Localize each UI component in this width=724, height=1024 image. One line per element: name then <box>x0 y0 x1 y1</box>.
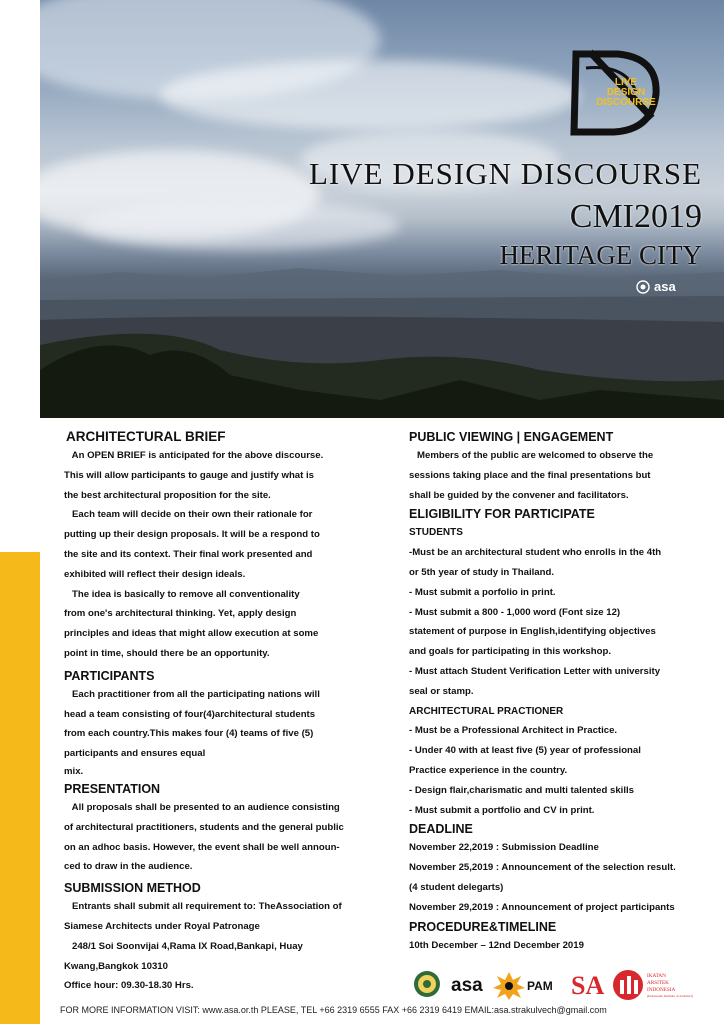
text-line: Each practitioner from all the participating nations will <box>64 688 320 700</box>
pam-logo <box>493 972 553 1000</box>
text-line: November 29,2019 : Announcement of project participants <box>409 901 675 913</box>
text-line: (4 student delegarts) <box>409 881 504 893</box>
event-title: LIVE DESIGN DISCOURSE <box>309 156 702 191</box>
event-theme: HERITAGE CITY <box>499 240 702 270</box>
brief-heading: ARCHITECTURAL BRIEF <box>66 429 226 444</box>
text-line: - Must submit a porfolio in print. <box>409 586 556 598</box>
seal-icon <box>636 280 650 294</box>
asa-mini-logo: asa <box>654 279 676 294</box>
text-line: on an adhoc basis. However, the event shall be well announ- <box>64 841 340 853</box>
public-viewing-heading: PUBLIC VIEWING | ENGAGEMENT <box>409 430 614 444</box>
procedure-text <box>409 936 709 956</box>
text-line: November 25,2019 : Announcement of the selection result. <box>409 862 676 874</box>
participants-text <box>64 685 388 780</box>
text-line: This will allow participants to gauge and justify what is <box>64 469 315 481</box>
sponsor-logos <box>413 966 713 1002</box>
students-subheading: STUDENTS <box>409 527 463 539</box>
asa-logo: asa <box>451 975 483 996</box>
iai-line1: IKATAN <box>647 973 666 979</box>
text-line: 248/1 Soi Soonvijai 4,Rama IX Road,Bankapi, Huay <box>64 940 303 952</box>
deadline-text <box>409 838 709 917</box>
text-line: from one's architectural thinking. Yet, apply design <box>64 608 297 620</box>
event-subtitle: CMI2019 <box>569 198 702 235</box>
asa-seal-logo <box>414 971 440 997</box>
eligibility-heading: ELIGIBILITY FOR PARTICIPATE <box>409 507 595 522</box>
text-line: shall be guided by the convener and facilitators. <box>409 489 629 501</box>
text-line: - Must be a Professional Architect in Practice. <box>409 725 618 737</box>
text-line: from each country.This makes four (4) teams of five (5) <box>64 728 314 740</box>
text-line: November 22,2019 : Submission Deadline <box>409 842 599 854</box>
text-line: The idea is basically to remove all conventionality <box>64 588 300 600</box>
header-mini-logos <box>636 279 676 294</box>
text-line: - Design flair,charismatic and multi talented skills <box>409 784 634 796</box>
text-line: participants and ensures equal <box>64 748 206 760</box>
text-line: Each team will decide on their own their rationale for <box>64 509 313 521</box>
text-line: Siamese Architects under Royal Patronage <box>64 920 260 932</box>
text-line: - Must submit a portfolio and CV in print. <box>409 804 595 816</box>
submission-heading: SUBMISSION METHOD <box>64 881 201 896</box>
text-line: - Must attach Student Verification Letter with university <box>409 665 661 677</box>
text-line: putting up their design proposals. It will be a respond to <box>64 529 320 541</box>
text-line: the site and its context. Their final work presented and <box>64 548 313 560</box>
footer-contact: FOR MORE INFORMATION VISIT: www.asa.or.th PLEASE, TEL +66 2319 6555 FAX +66 2319 6419 EMAIL:asa.strakulvech@gmail.com <box>60 1005 607 1015</box>
brief-text <box>64 446 388 664</box>
deadline-heading: DEADLINE <box>409 822 473 837</box>
public-viewing-text <box>409 446 709 505</box>
text-line: An OPEN BRIEF is anticipated for the above discourse. <box>64 450 324 461</box>
right-column <box>409 428 709 955</box>
text-line: sessions taking place and the final presentations but <box>409 469 651 481</box>
iai-line2: ARSITEK <box>647 980 669 986</box>
text-line: - Must submit a 800 - 1,000 word (Font size 12) <box>409 606 621 618</box>
text-line: statement of purpose in English,identifying objectives <box>409 626 656 638</box>
presentation-heading: PRESENTATION <box>64 781 161 796</box>
text-line: seal or stamp. <box>409 685 474 697</box>
pam-text: PAM <box>527 979 553 993</box>
text-line: Kwang,Bangkok 10310 <box>64 960 168 972</box>
text-line: ced to draw in the audience. <box>64 861 193 873</box>
text-line: the best architectural proposition for the site. <box>64 489 271 501</box>
left-column <box>64 428 388 996</box>
text-line: of architectural practitioners, students and the general public <box>64 821 344 833</box>
text-line: or 5th year of study in Thailand. <box>409 566 554 578</box>
text-line: -Must be an architectural student who enrolls in the 4th <box>409 547 662 559</box>
procedure-heading: PROCEDURE&TIMELINE <box>409 919 557 934</box>
text-line: Entrants shall submit all requirement to: TheAssociation of <box>64 901 342 913</box>
text-line: Practice experience in the country. <box>409 764 568 776</box>
practitioner-subheading: ARCHITECTURAL PRACTIONER <box>409 705 564 717</box>
accent-side-bar <box>0 552 40 1024</box>
participants-heading: PARTICIPANTS <box>64 668 155 683</box>
logo-text: LIVE DESIGN DISCOURSE <box>596 77 656 108</box>
text-line: - Under 40 with at least five (5) year of professional <box>409 745 641 757</box>
text-line: All proposals shall be presented to an audience consisting <box>64 801 340 813</box>
iai-line4: (Indonesian Institute of Architect) <box>647 994 694 998</box>
text-line: Office hour: 09.30-18.30 Hrs. <box>64 980 194 992</box>
iai-logo <box>613 970 693 1000</box>
text-line: and goals for participating in this workshop. <box>409 646 612 658</box>
sa-logo: SA <box>571 971 605 1000</box>
practitioner-text <box>409 721 709 820</box>
text-line: mix. <box>64 765 84 777</box>
text-line: head a team consisting of four(4)architectural students <box>64 708 316 720</box>
text-line: exhibited will reflect their design ideals. <box>64 568 246 580</box>
text-line: Members of the public are welcomed to observe the <box>409 450 654 461</box>
students-text <box>409 543 709 701</box>
text-line: principles and ideas that might allow execution at some <box>64 628 319 640</box>
presentation-text <box>64 798 388 877</box>
landscape-illustration <box>40 250 724 418</box>
iai-line3: INDONESIA <box>647 987 676 993</box>
submission-text <box>64 897 388 996</box>
text-line: point in time, should there be an opportunity. <box>64 647 270 659</box>
text-line: 10th December – 12nd December 2019 <box>409 939 584 951</box>
